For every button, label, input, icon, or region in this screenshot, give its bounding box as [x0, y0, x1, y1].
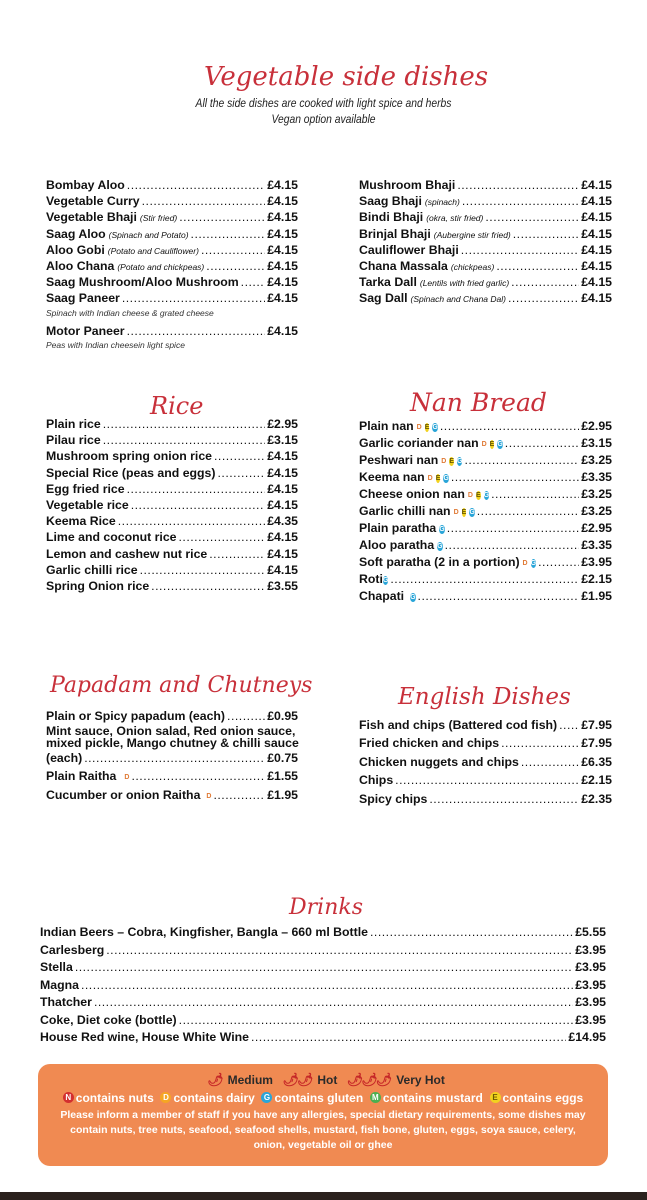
menu-item: Spicy chips ..... £2.35 [359, 790, 612, 808]
menu-item: Plain or Spicy papadum (each) ..... £0.95 [46, 707, 298, 725]
eggs-badge-icon: E [435, 475, 441, 482]
drinks-column [40, 924, 606, 1047]
menu-item: Aloo Chana (Potato and chickpeas) ..... £4.15 [46, 258, 298, 274]
eggs-badge-icon: E [475, 492, 481, 499]
menu-item: Mushroom Bhaji ..... £4.15 [359, 177, 612, 193]
menu-item: Magna ..... £3.95 [40, 977, 606, 995]
nuts-badge-icon: N [63, 1092, 74, 1103]
dairy-badge-icon: D [522, 560, 528, 567]
menu-item: Vegetable rice ..... £4.15 [46, 497, 298, 513]
gluten-badge-icon: G [483, 492, 490, 499]
mustard-badge-icon: M [370, 1092, 381, 1103]
menu-item: Vegetable Bhaji (Stir fried) ..... £4.15 [46, 209, 298, 225]
menu-item-description: Peas with Indian cheesein light spice [46, 339, 185, 350]
menu-item: Chicken nuggets and chips ..... £6.35 [359, 753, 612, 771]
dairy-badge-icon: D [206, 793, 212, 800]
spice-hot-label: Hot [317, 1073, 338, 1087]
spice-very-hot-label: Very Hot [396, 1073, 445, 1087]
chili-icon: 🌶🌶 [282, 1072, 312, 1087]
menu-item: Chana Massala (chickpeas) ..... £4.15 [359, 258, 612, 274]
nan-column [359, 418, 612, 605]
menu-item: Plain nan D E G ..... £2.95 [359, 418, 612, 435]
dairy-badge-icon: D [124, 774, 130, 781]
mustard-label: contains mustard [382, 1091, 483, 1105]
menu-item: Garlic coriander nan D E G ..... £3.15 [359, 435, 612, 452]
allergen-legend [38, 1091, 608, 1105]
gluten-badge-icon: G [443, 475, 449, 482]
spice-medium-label: Medium [227, 1073, 273, 1087]
menu-item-line: mixed pickle, Mango chutney & chilli sauce [46, 736, 299, 750]
gluten-badge-icon: G [432, 424, 438, 431]
menu-item: Chips ..... £2.15 [359, 771, 612, 789]
menu-item: Mushroom spring onion rice ..... £4.15 [46, 448, 298, 464]
gluten-badge-icon: G [457, 458, 463, 465]
menu-item: Plain rice ..... £2.95 [46, 416, 298, 432]
menu-item: Sag Dall (Spinach and Chana Dal) ..... £4.15 [359, 290, 612, 306]
menu-item: Coke, Diet coke (bottle) ..... £3.95 [40, 1012, 606, 1030]
papadam-column [46, 707, 298, 805]
gluten-badge-icon: G [530, 560, 537, 567]
eggs-badge-icon: E [424, 424, 430, 431]
menu-item: (each) ..... £0.75 [46, 749, 298, 767]
menu-item: Special Rice (peas and eggs) ..... £4.15 [46, 465, 298, 481]
dairy-badge-icon: D [416, 424, 422, 431]
gluten-badge-icon: G [469, 509, 475, 516]
dairy-badge-icon: D [160, 1092, 171, 1103]
gluten-label: contains gluten [274, 1091, 364, 1105]
menu-item: Thatcher ..... £3.95 [40, 994, 606, 1012]
menu-item: Egg fried rice ..... £4.15 [46, 481, 298, 497]
menu-item: Motor Paneer ..... £4.15 [46, 323, 298, 339]
menu-item: Indian Beers – Cobra, Kingfisher, Bangla – 660 ml Bottle ..... £5.55 [40, 924, 606, 942]
menu-item: Keema nan D E G ..... £3.35 [359, 469, 612, 486]
rice-section-title: Rice [150, 392, 204, 420]
dairy-badge-icon: D [441, 458, 447, 465]
menu-item: Soft paratha (2 in a portion) D G ..... £3.95 [359, 554, 612, 571]
bottom-bar [0, 1192, 647, 1200]
menu-item: Bombay Aloo ..... £4.15 [46, 177, 298, 193]
menu-item: Brinjal Bhaji (Aubergine stir fried) ..... £4.15 [359, 226, 612, 242]
allergy-notice: Please inform a member of staff if you have any allergies, special dietary requirements, some dishes may contain nuts, tree nuts, seafood, seafood shells, mustard, fish bone, gluten, eggs, soya sauce, celery, onion, vegetable oil or ghee [60, 1109, 586, 1151]
gluten-badge-icon: G [410, 594, 416, 601]
eggs-label: contains eggs [502, 1091, 584, 1105]
menu-item: House Red wine, House White Wine ..... £14.95 [40, 1029, 606, 1047]
menu-item: Plain paratha G ..... £2.95 [359, 520, 612, 537]
dairy-badge-icon: D [453, 509, 459, 516]
nuts-label: contains nuts [75, 1091, 154, 1105]
dairy-badge-icon: D [481, 441, 487, 448]
menu-item: Garlic chilli rice ..... £4.15 [46, 562, 298, 578]
allergy-info-box [38, 1064, 608, 1166]
menu-item: Lime and coconut rice ..... £4.15 [46, 529, 298, 545]
rice-column [46, 416, 298, 594]
eggs-badge-icon: E [489, 441, 495, 448]
menu-item: Keema Rice ..... £4.35 [46, 513, 298, 529]
menu-item: Carlesberg ..... £3.95 [40, 942, 606, 960]
menu-item: Roti G ..... £2.15 [359, 571, 612, 588]
spice-legend [38, 1072, 608, 1088]
menu-item: Fish and chips (Battered cod fish) ..... £7.95 [359, 716, 612, 734]
menu-item: Fried chicken and chips ..... £7.95 [359, 734, 612, 752]
menu-item: Peshwari nan D E G ..... £3.25 [359, 452, 612, 469]
menu-item: Stella ..... £3.95 [40, 959, 606, 977]
menu-item: Chapati G ..... £1.95 [359, 588, 612, 605]
vegetable-section-title: Vegetable side dishes [204, 62, 489, 92]
nan-section-title: Nan Bread [410, 388, 547, 417]
chili-icon: 🌶🌶🌶 [346, 1072, 391, 1087]
chili-icon: 🌶 [207, 1072, 222, 1087]
gluten-badge-icon: G [261, 1092, 272, 1103]
drinks-section-title: Drinks [289, 895, 363, 920]
vegetable-subtitle-2: Vegan option available [271, 112, 376, 126]
dairy-label: contains dairy [173, 1091, 255, 1105]
vegetable-subtitle-1: All the side dishes are cooked with light spice and herbs [195, 96, 452, 110]
menu-item: Lemon and cashew nut rice ..... £4.15 [46, 546, 298, 562]
menu-item: Saag Bhaji (spinach) ..... £4.15 [359, 193, 612, 209]
menu-item: Cheese onion nan D E G ..... £3.25 [359, 486, 612, 503]
english-section-title: English Dishes [398, 684, 571, 710]
eggs-badge-icon: E [461, 509, 467, 516]
menu-item: Bindi Bhaji (okra, stir fried) ..... £4.15 [359, 209, 612, 225]
menu-item: Cauliflower Bhaji ..... £4.15 [359, 242, 612, 258]
menu-item: Saag Aloo (Spinach and Potato) ..... £4.15 [46, 226, 298, 242]
menu-item: Aloo Gobi (Potato and Cauliflower) ..... £4.15 [46, 242, 298, 258]
menu-item: Plain Raitha D ..... £1.55 [46, 767, 298, 786]
vegetable-left-column [46, 177, 298, 351]
eggs-badge-icon: E [449, 458, 455, 465]
menu-item: Vegetable Curry ..... £4.15 [46, 193, 298, 209]
menu-item: Pilau rice ..... £3.15 [46, 432, 298, 448]
papadam-section-title: Papadam and Chutneys [50, 673, 313, 698]
english-column [359, 716, 612, 808]
menu-item: Saag Paneer ..... £4.15 [46, 290, 298, 306]
menu-item: Aloo paratha G ..... £3.35 [359, 537, 612, 554]
gluten-badge-icon: G [497, 441, 503, 448]
gluten-badge-icon: G [439, 526, 445, 533]
gluten-badge-icon: G [382, 577, 389, 584]
menu-item: Saag Mushroom/Aloo Mushroom ..... £4.15 [46, 274, 298, 290]
dairy-badge-icon: D [427, 475, 433, 482]
menu-item: Spring Onion rice ..... £3.55 [46, 578, 298, 594]
menu-item: Tarka Dall (Lentils with fried garlic) ..... £4.15 [359, 274, 612, 290]
gluten-badge-icon: G [437, 543, 443, 550]
menu-item: Garlic chilli nan D E G ..... £3.25 [359, 503, 612, 520]
menu-item: Cucumber or onion Raitha D ..... £1.95 [46, 786, 298, 805]
dairy-badge-icon: D [467, 492, 473, 499]
vegetable-right-column [359, 177, 612, 307]
eggs-badge-icon: E [490, 1092, 501, 1103]
menu-item-line: Mint sauce, Onion salad, Red onion sauce, [46, 724, 296, 738]
menu-item-description: Spinach with Indian cheese & grated cheese [46, 307, 214, 318]
